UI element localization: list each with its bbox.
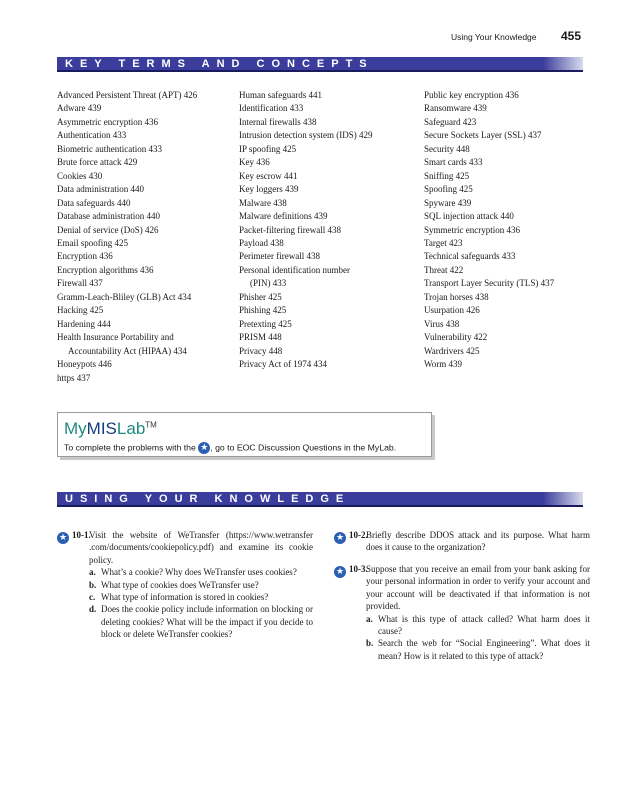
star-badge-icon: ★ (200, 443, 209, 453)
key-term: Identification 433 (239, 103, 304, 114)
using-knowledge-heading: USING YOUR KNOWLEDGE (57, 492, 583, 507)
key-term: Privacy 448 (239, 345, 283, 356)
key-term: PRISM 448 (239, 332, 282, 343)
key-term: Personal identification number (239, 264, 350, 275)
key-term: Database administration 440 (57, 211, 160, 222)
key-term: Authentication 433 (57, 130, 127, 141)
mymislab-logo: MyMISLab™ (64, 419, 157, 438)
key-term: Intrusion detection system (IDS) 429 (239, 130, 373, 141)
terms-column-2 (239, 89, 372, 372)
key-term: Payload 438 (239, 237, 284, 248)
key-term: Safeguard 423 (424, 116, 477, 127)
key-term: Asymmetric encryption 436 (57, 116, 158, 127)
key-term: Phisher 425 (239, 291, 282, 302)
key-term: Smart cards 433 (424, 157, 483, 168)
question-10-3: ★ 10-3. Suppose that you receive an email from your bank asking for your personal information in order to verify your account and your account will be deactivated if that information is not provided. a. What is this type of attack called? What harm does it cause? b. Search the web for “Social Engineering”. What does it mean? How is it related to this type of attack? (335, 564, 590, 661)
key-term: Cookies 430 (57, 170, 103, 181)
key-term: Data administration 440 (57, 184, 144, 195)
key-term: Advanced Persistent Threat (APT) 426 (57, 90, 198, 100)
key-term: IP spoofing 425 (239, 143, 297, 154)
key-term: Security 448 (424, 143, 470, 154)
key-term: Trojan horses 438 (424, 291, 489, 302)
key-term: Wardrivers 425 (424, 345, 480, 356)
key-term: Vulnerability 422 (424, 332, 488, 343)
key-term: Biometric authentication 433 (57, 143, 162, 154)
terms-column-3 (424, 89, 554, 372)
running-head (451, 27, 581, 45)
key-term: Encryption algorithms 436 (57, 264, 154, 275)
key-term: Hardening 444 (57, 318, 111, 329)
key-terms-heading: KEY TERMS AND CONCEPTS (57, 57, 583, 72)
key-term: Email spoofing 425 (57, 237, 128, 248)
key-term: Data safeguards 440 (57, 197, 131, 208)
question-10-2: ★ 10-2. Briefly describe DDOS attack and its purpose. What harm does it cause to the organization? (335, 530, 590, 553)
sub-question-b: b. Search the web for “Social Engineering”. What does it mean? How is it related to this type of attack? (366, 638, 590, 661)
key-term: Honeypots 446 (57, 359, 112, 370)
key-term: Ransomware 439 (424, 103, 487, 114)
key-term: Key loggers 439 (239, 184, 299, 195)
question-text: Suppose that you receive an email from your bank asking for your personal information in order to verify your account and your account will be deactivated if that information is not provided. (366, 564, 590, 612)
key-term: Health Insurance Portability and (57, 332, 174, 343)
key-term: Privacy Act of 1974 434 (239, 359, 327, 370)
key-term: Key 436 (239, 157, 270, 168)
mymislab-instructions: To complete the problems with the ★ , go to EOC Discussion Questions in the MyLab. (64, 442, 397, 453)
page-number: 455 (560, 29, 581, 43)
key-term: Key escrow 441 (239, 170, 298, 181)
key-term: Internal firewalls 438 (239, 116, 317, 127)
key-term: Secure Sockets Layer (SSL) 437 (424, 130, 542, 141)
key-term: Transport Layer Security (TLS) 437 (424, 278, 555, 289)
mymislab-box (57, 412, 432, 457)
key-term: Usurpation 426 (424, 305, 480, 316)
sub-question-a: a. What is this type of attack called? What harm does it cause? (366, 613, 590, 637)
key-term: Adware 439 (57, 103, 102, 114)
key-term: https 437 (57, 372, 91, 383)
key-term: Spoofing 425 (424, 184, 473, 195)
key-term: Phishing 425 (239, 305, 287, 316)
sub-question-d: d. Does the cookie policy include information on blocking or deleting cookies? What will be the impact if you decide to block or delete WeTransfer cookies? (89, 604, 313, 640)
key-term: Technical safeguards 433 (424, 251, 516, 262)
key-term: Brute force attack 429 (57, 157, 138, 168)
sub-question-b: b. What type of cookies does WeTransfer use? (89, 579, 259, 590)
question-10-1: ★ 10-1. Visit the website of WeTransfer (https://www.wetransfer .com/documents/cookiepolicy.pdf) and examine its cookie policy. a. What’s a cookie? Why does WeTransfer uses cookies? b. What type of cookies does WeTransfer use? c. What type of information is stored in cookies? d. Does the cookie policy include information on blocking or deleting cookies? What will be the impact if you decide to block or delete WeTransfer cookies? (58, 530, 313, 640)
key-term: Hacking 425 (57, 305, 104, 316)
key-term: Denial of service (DoS) 426 (57, 224, 159, 235)
key-term: Accountability Act (HIPAA) 434 (68, 345, 187, 356)
star-badge-icon: ★ (335, 567, 345, 577)
key-term: Malware definitions 439 (239, 211, 328, 222)
key-term: Target 423 (424, 237, 463, 248)
star-badge-icon: ★ (58, 533, 68, 543)
terms-column-1 (57, 89, 197, 385)
running-head-title: Using Your Knowledge (450, 32, 537, 42)
key-term: (PIN) 433 (250, 278, 287, 289)
sub-question-a: a. What’s a cookie? Why does WeTransfer uses cookies? (89, 567, 297, 578)
key-term: Virus 438 (424, 318, 460, 329)
sub-question-c: c. What type of information is stored in cookies? (89, 592, 269, 603)
question-text: Visit the website of WeTransfer (https://www.wetransfer .com/documents/cookiepolicy.pdf) and examine its cookie policy. (89, 530, 313, 565)
key-term: Worm 439 (424, 359, 463, 370)
key-term: Encryption 436 (57, 251, 113, 262)
key-term: Sniffing 425 (424, 170, 470, 181)
key-term: Pretexting 425 (239, 318, 292, 329)
key-term: Perimeter firewall 438 (239, 251, 320, 262)
key-term: Firewall 437 (57, 278, 103, 289)
key-term: Symmetric encryption 436 (424, 224, 520, 235)
key-term: Packet-filtering firewall 438 (239, 224, 341, 235)
key-term: Spyware 439 (424, 197, 472, 208)
key-term: Gramm-Leach-Bliley (GLB) Act 434 (57, 291, 192, 302)
star-badge-icon: ★ (335, 533, 345, 543)
key-term: SQL injection attack 440 (424, 211, 514, 222)
key-term: Malware 438 (239, 197, 287, 208)
key-term: Human safeguards 441 (239, 90, 322, 100)
question-text: Briefly describe DDOS attack and its purpose. What harm does it cause to the organization? (366, 530, 590, 553)
key-term: Threat 422 (424, 264, 464, 275)
key-term: Public key encryption 436 (424, 90, 519, 100)
